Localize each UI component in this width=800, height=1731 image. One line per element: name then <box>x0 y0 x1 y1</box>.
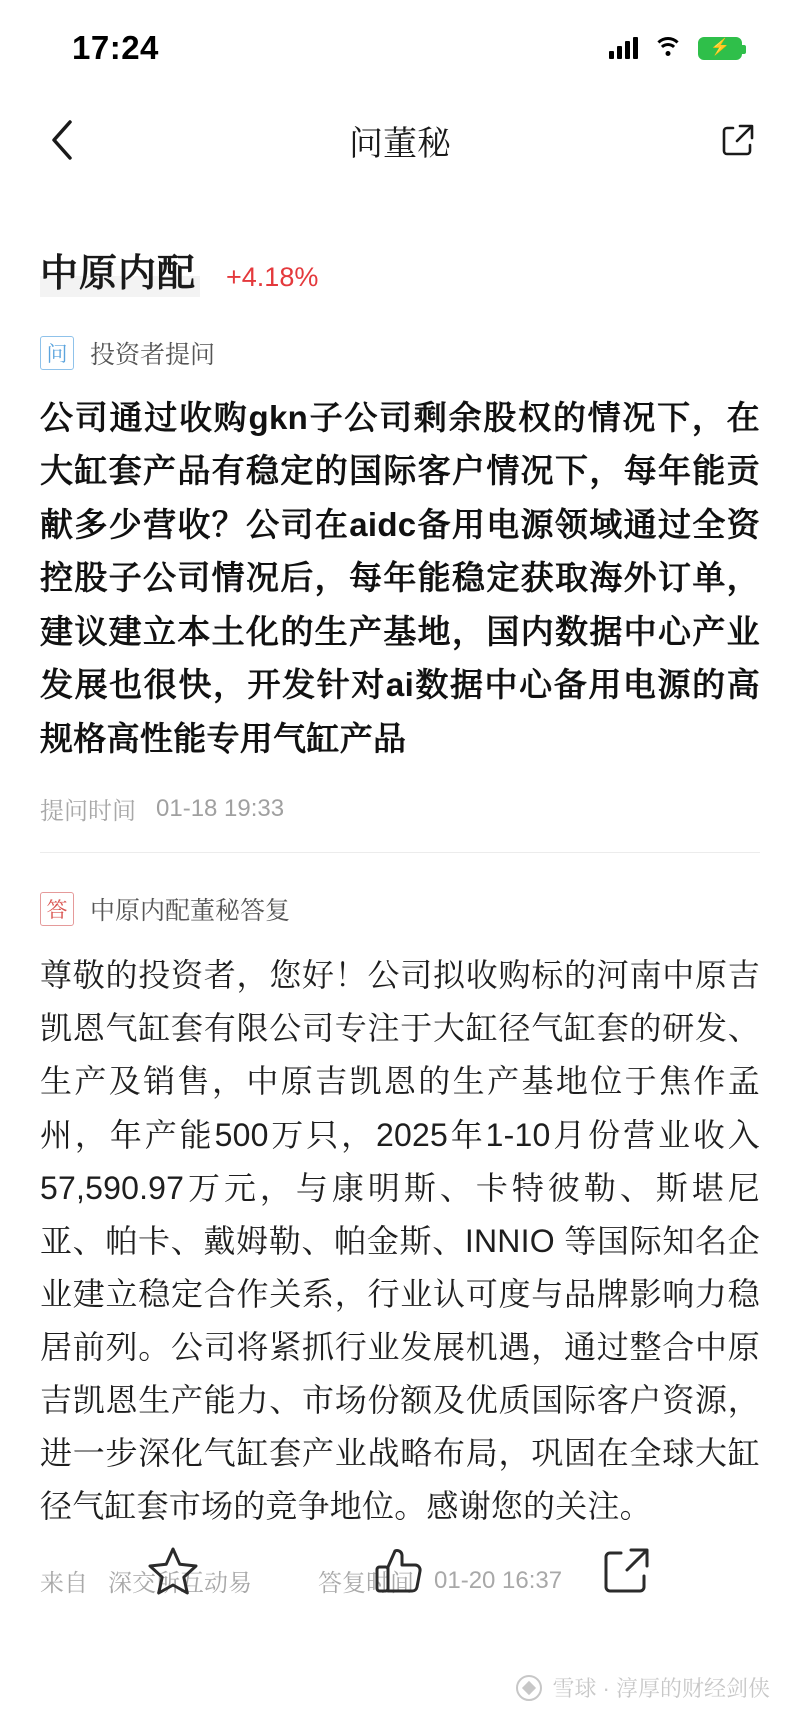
chevron-left-icon <box>49 118 75 162</box>
status-bar <box>0 0 800 96</box>
stock-change: +4.18% <box>226 262 319 292</box>
action-bar <box>0 1521 800 1621</box>
thumbs-up-icon <box>372 1543 428 1599</box>
wifi-icon <box>654 37 682 59</box>
share-box-icon <box>599 1543 655 1599</box>
share-button[interactable] <box>716 118 760 162</box>
answer-tag-row <box>40 891 760 927</box>
answer-source-label: 来自 <box>40 1570 88 1598</box>
back-button[interactable] <box>40 118 84 162</box>
stock-header[interactable] <box>0 184 800 297</box>
question-tag-row <box>40 335 760 371</box>
question-tag-label: 投资者提问 <box>90 341 216 369</box>
question-tag-icon: 问 <box>40 336 74 370</box>
favorite-button[interactable] <box>128 1526 218 1616</box>
content-section <box>0 335 800 1598</box>
status-icons <box>609 37 742 60</box>
question-time-value: 01-18 19:33 <box>156 794 285 822</box>
question-text: 公司通过收购gkn子公司剩余股权的情况下，在大缸套产品有稳定的国际客户情况下，每年能贡献多少营收？公司在aidc备用电源领域通过全资控股子公司情况后，每年能稳定获取海外订单，建议建立本土化的生产基地，国内数据中心产业发展也很快，开发针对ai数据中心备用电源的高规格高性能专用气缸产品 <box>40 399 760 757</box>
answer-time-value: 01-20 16:37 <box>434 1566 563 1594</box>
battery-charging-icon: ⚡ <box>698 37 742 60</box>
page-title: 问董秘 <box>349 124 451 163</box>
answer-time-label: 答复时间 <box>318 1570 414 1598</box>
answer-text: 尊敬的投资者，您好！公司拟收购标的河南中原吉凯恩气缸套有限公司专注于大缸径气缸套的研发、生产及销售，中原吉凯恩的生产基地位于焦作孟州，年产能500万只，2025年1-10月份营业收入57,590.97万元，与康明斯、卡特彼勒、斯堪尼亚、帕卡、戴姆勒、帕金斯、INNIO 等国际知名企业建立稳定合作关系，行业认可度与品牌影响力稳居前列。公司将紧抓行业发展机遇，通过整合中原吉凯恩生产能力、市场份额及优质国际客户资源，进一步深化气缸套产业战略布局，巩固在全球大缸径气缸套市场的竞争地位。感谢您的关注。 <box>40 957 760 1525</box>
stock-name: 中原内配 <box>40 242 200 297</box>
answer-tag-icon: 答 <box>40 892 74 926</box>
watermark <box>516 1672 770 1703</box>
status-time: 17:24 <box>72 29 159 66</box>
question-time-label: 提问时间 <box>40 798 136 826</box>
xueqiu-logo-icon <box>516 1675 542 1701</box>
question-meta <box>40 791 760 826</box>
answer-source-value: 深交所互动易 <box>108 1570 252 1598</box>
cellular-signal-icon <box>609 37 638 59</box>
like-button[interactable] <box>355 1526 445 1616</box>
navigation-bar <box>0 96 800 184</box>
share-action-button[interactable] <box>582 1526 672 1616</box>
star-icon <box>145 1543 201 1599</box>
answer-tag-label: 中原内配董秘答复 <box>90 897 291 926</box>
divider <box>40 852 760 853</box>
external-link-icon <box>720 122 756 158</box>
watermark-text: 雪球 · 淳厚的财经剑侠 <box>552 1676 770 1701</box>
